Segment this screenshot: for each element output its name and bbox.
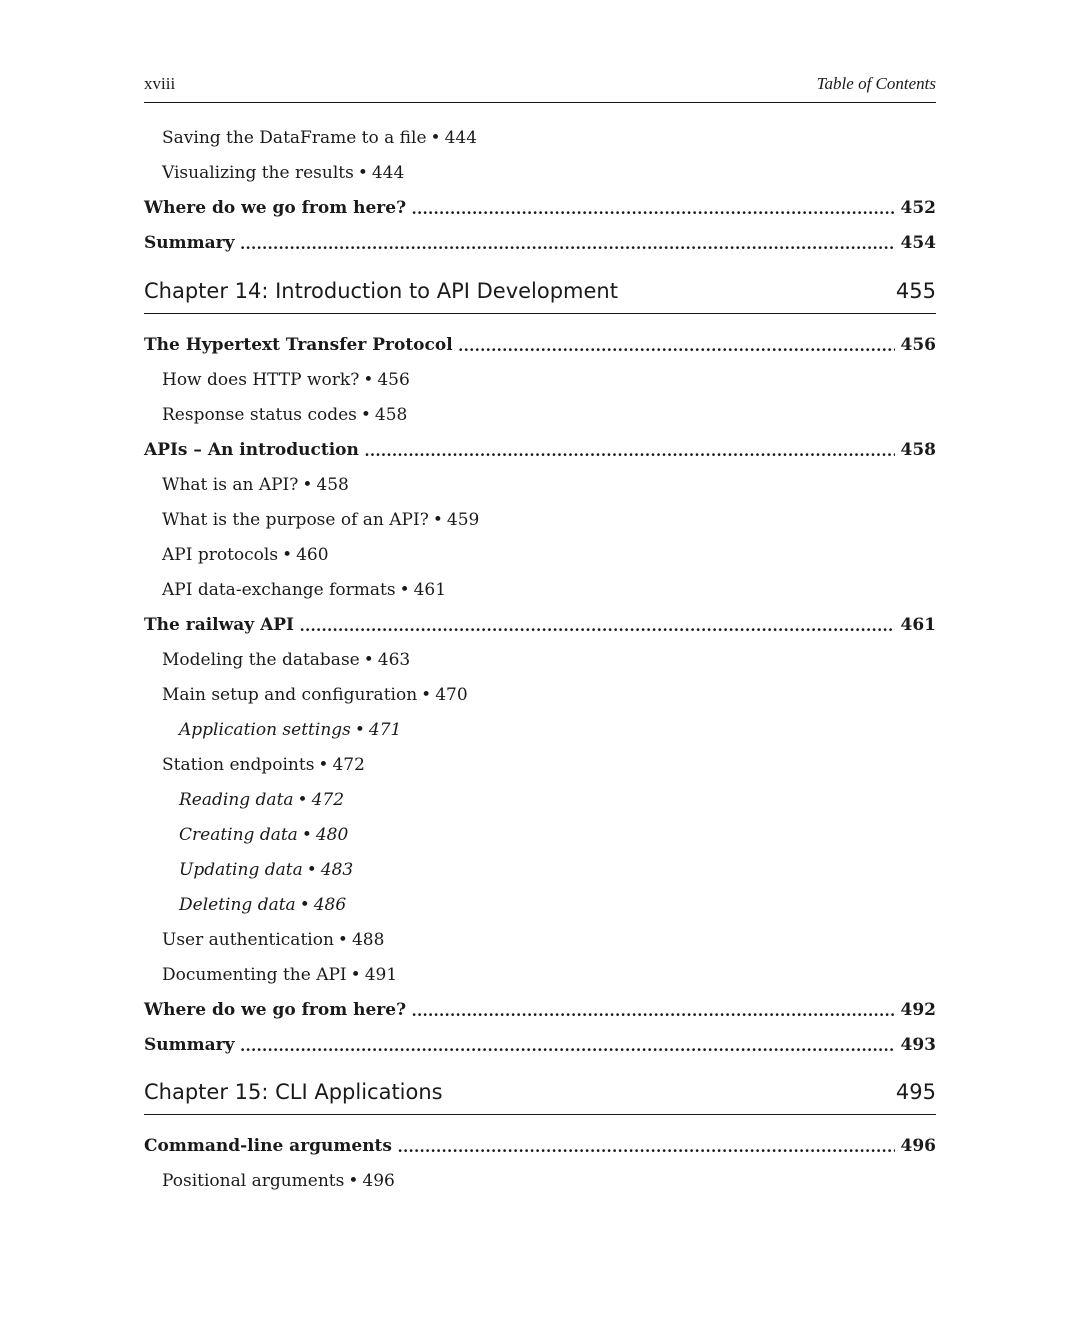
running-header <box>144 70 936 103</box>
bullet-separator: • <box>348 1171 359 1191</box>
toc-entry-page: 458 <box>374 405 408 425</box>
toc-entry-page: 444 <box>444 128 478 148</box>
bullet-separator: • <box>421 685 432 705</box>
toc-entry-title: Documenting the API <box>162 965 347 985</box>
toc-entry-title: How does HTTP work? <box>162 370 360 390</box>
bullet-separator: • <box>318 755 329 775</box>
toc-entry-page: 496 <box>900 1136 936 1156</box>
bullet-separator: • <box>299 895 310 915</box>
toc-entry-page: 480 <box>315 825 349 845</box>
toc-entry-title: Positional arguments <box>162 1171 345 1191</box>
toc-entry-title: Summary <box>144 1035 235 1055</box>
toc-section-entry[interactable] <box>144 1129 936 1164</box>
toc-entry-page: 488 <box>351 930 385 950</box>
bullet-separator: • <box>302 475 313 495</box>
toc-subsection-entry[interactable] <box>144 398 936 433</box>
toc-entry-title: Deleting data <box>179 895 296 915</box>
toc-entry-page: 458 <box>900 440 936 460</box>
toc-subsubsection-entry[interactable] <box>144 783 936 818</box>
toc-subsubsection-entry[interactable] <box>144 818 936 853</box>
toc-entry-page: 483 <box>320 860 354 880</box>
toc-section-entry[interactable] <box>144 1028 936 1063</box>
chapter-title: Chapter 14: Introduction to API Development <box>144 279 618 303</box>
toc-entry-page: 460 <box>296 545 329 565</box>
toc-block-chapter-13-tail <box>144 121 936 261</box>
dot-leader <box>300 608 894 643</box>
bullet-separator: • <box>430 128 441 148</box>
bullet-separator: • <box>363 370 374 390</box>
toc-entry-page: 471 <box>368 720 402 740</box>
toc-entry-page: 456 <box>900 335 936 355</box>
toc-subsection-entry[interactable] <box>144 573 936 608</box>
toc-entry-page: 444 <box>371 163 405 183</box>
bullet-separator: • <box>399 580 410 600</box>
bullet-separator: • <box>350 965 361 985</box>
toc-section-entry[interactable] <box>144 328 936 363</box>
bullet-separator: • <box>337 930 348 950</box>
dot-leader <box>412 993 894 1028</box>
toc-section-entry[interactable] <box>144 226 936 261</box>
toc-subsubsection-entry[interactable] <box>144 853 936 888</box>
toc-subsubsection-entry[interactable] <box>144 713 936 748</box>
toc-subsection-entry[interactable] <box>144 1164 936 1199</box>
chapter-15-heading[interactable] <box>144 1076 936 1115</box>
dot-leader <box>459 328 895 363</box>
toc-entry-page: 486 <box>313 895 347 915</box>
toc-entry-title: Application settings <box>179 720 351 740</box>
toc-subsection-entry[interactable] <box>144 748 936 783</box>
toc-entry-page: 496 <box>362 1171 395 1191</box>
toc-subsection-entry[interactable] <box>144 643 936 678</box>
bullet-separator: • <box>282 545 293 565</box>
toc-entry-page: 461 <box>413 580 447 600</box>
toc-entry-title: Where do we go from here? <box>144 198 407 218</box>
bullet-separator: • <box>354 720 365 740</box>
toc-entry-title: Saving the DataFrame to a file <box>162 128 427 148</box>
bullet-separator: • <box>360 405 371 425</box>
toc-entry-title: Modeling the database <box>162 650 360 670</box>
bullet-separator: • <box>432 510 443 530</box>
dot-leader <box>412 191 894 226</box>
toc-entry-page: 493 <box>900 1035 936 1055</box>
toc-entry-title: API protocols <box>162 545 279 565</box>
toc-subsection-entry[interactable] <box>144 156 936 191</box>
toc-entry-page: 456 <box>377 370 410 390</box>
dot-leader <box>240 1028 894 1063</box>
toc-subsection-entry[interactable] <box>144 121 936 156</box>
page-folio: xviii <box>144 74 176 93</box>
toc-section-entry[interactable] <box>144 993 936 1028</box>
toc-entry-title: The Hypertext Transfer Protocol <box>144 335 453 355</box>
toc-entry-page: 452 <box>900 198 936 218</box>
toc-section-entry[interactable] <box>144 191 936 226</box>
toc-entry-title: Station endpoints <box>162 755 315 775</box>
toc-entry-page: 472 <box>332 755 365 775</box>
bullet-separator: • <box>297 790 308 810</box>
chapter-title: Chapter 15: CLI Applications <box>144 1080 443 1104</box>
toc-entry-page: 472 <box>311 790 345 810</box>
bullet-separator: • <box>301 825 312 845</box>
toc-subsection-entry[interactable] <box>144 468 936 503</box>
dot-leader <box>240 226 894 261</box>
toc-block-chapter-14 <box>144 328 936 1063</box>
bullet-separator: • <box>306 860 317 880</box>
toc-entry-title: User authentication <box>162 930 334 950</box>
toc-entry-title: API data-exchange formats <box>162 580 396 600</box>
dot-leader <box>398 1129 895 1164</box>
toc-subsection-entry[interactable] <box>144 678 936 713</box>
toc-entry-title: Updating data <box>179 860 303 880</box>
toc-entry-page: 454 <box>900 233 936 253</box>
toc-subsection-entry[interactable] <box>144 958 936 993</box>
toc-entry-title: Response status codes <box>162 405 357 425</box>
toc-entry-title: Reading data <box>179 790 294 810</box>
toc-entry-title: Main setup and configuration <box>162 685 418 705</box>
toc-subsection-entry[interactable] <box>144 538 936 573</box>
toc-entry-page: 459 <box>446 510 480 530</box>
toc-section-entry[interactable] <box>144 433 936 468</box>
toc-subsection-entry[interactable] <box>144 363 936 398</box>
toc-entry-title: What is an API? <box>162 475 299 495</box>
toc-entry-title: What is the purpose of an API? <box>162 510 429 530</box>
toc-entry-page: 491 <box>364 965 398 985</box>
bullet-separator: • <box>357 163 368 183</box>
toc-entry-page: 470 <box>435 685 468 705</box>
toc-subsection-entry[interactable] <box>144 503 936 538</box>
toc-entry-title: Summary <box>144 233 235 253</box>
toc-entry-title: APIs – An introduction <box>144 440 359 460</box>
toc-entry-title: Command-line arguments <box>144 1136 392 1156</box>
toc-entry-title: Creating data <box>179 825 298 845</box>
toc-entry-title: The railway API <box>144 615 295 635</box>
toc-entry-page: 463 <box>377 650 411 670</box>
chapter-14-heading[interactable] <box>144 275 936 314</box>
toc-entry-page: 461 <box>900 615 936 635</box>
toc-entry-title: Where do we go from here? <box>144 1000 407 1020</box>
toc-entry-page: 492 <box>900 1000 936 1020</box>
toc-subsection-entry[interactable] <box>144 923 936 958</box>
toc-entry-title: Visualizing the results <box>162 163 354 183</box>
toc-block-chapter-15 <box>144 1129 936 1199</box>
toc-entry-page: 458 <box>316 475 349 495</box>
bullet-separator: • <box>363 650 374 670</box>
toc-subsubsection-entry[interactable] <box>144 888 936 923</box>
running-header-title: Table of Contents <box>816 74 936 93</box>
chapter-page-number: 495 <box>895 1080 936 1104</box>
chapter-page-number: 455 <box>895 279 936 303</box>
toc-section-entry[interactable] <box>144 608 936 643</box>
dot-leader <box>365 433 895 468</box>
